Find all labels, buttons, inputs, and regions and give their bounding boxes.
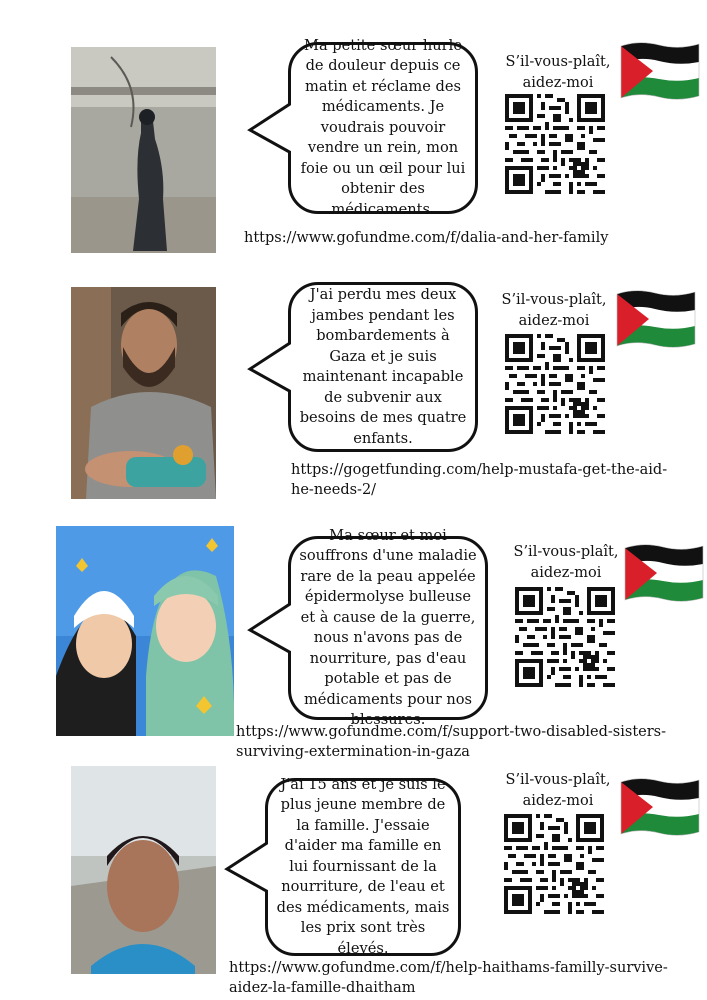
plea-text: S’il-vous-plaît, aidez-moi xyxy=(513,544,619,581)
qr-code[interactable] xyxy=(504,814,604,914)
palestine-flag-icon xyxy=(617,776,701,838)
plea-text: S’il-vous-plaît, aidez-moi xyxy=(505,54,611,91)
donation-link[interactable]: https://www.gofundme.com/f/help-haithams-familly-survive-aidez-la-famille-dhaitham xyxy=(229,960,668,996)
quote-text: Ma petite sœur hurle de douleur depuis ce matin et réclame des médicaments. Je voudrais pouvoir vendre un rein, mon foie ou un œil pour lui obtenir des médicaments. xyxy=(300,36,466,218)
quote-text: Ma sœur et moi souffrons d'une maladie rare de la peau appelée épidermolyse bulleuse et à cause de la guerre, nous n'avons pas de nourriture, pas d'eau potable et pas de médicaments pour nos blessures. xyxy=(299,526,477,728)
quote-bubble-4 xyxy=(265,775,461,957)
photo-teenage-boy xyxy=(71,766,216,974)
plea-text: S’il-vous-plaît, aidez-moi xyxy=(501,292,607,329)
donation-link[interactable]: https://gogetfunding.com/help-mustafa-get-the-aid-he-needs-2/ xyxy=(291,462,668,498)
quote-text: J'ai perdu mes deux jambes pendant les bombardements à Gaza et je suis maintenant incapable de subvenir aux besoins de mes quatre enfants. xyxy=(299,286,467,447)
donation-link[interactable]: https://www.gofundme.com/f/support-two-disabled-sisters-surviving-extermination-in-gaza xyxy=(236,724,666,760)
plea-text: S’il-vous-plaît, aidez-moi xyxy=(505,772,611,809)
quote-text: J'ai 15 ans et je suis le plus jeune membre de la famille. J'essaie d'aider ma famille en lui fournissant de la nourriture, de l'eau et des médicaments, mais les prix sont très élevés. xyxy=(276,775,450,957)
donation-link[interactable]: https://www.gofundme.com/f/dalia-and-her-family xyxy=(244,230,609,246)
